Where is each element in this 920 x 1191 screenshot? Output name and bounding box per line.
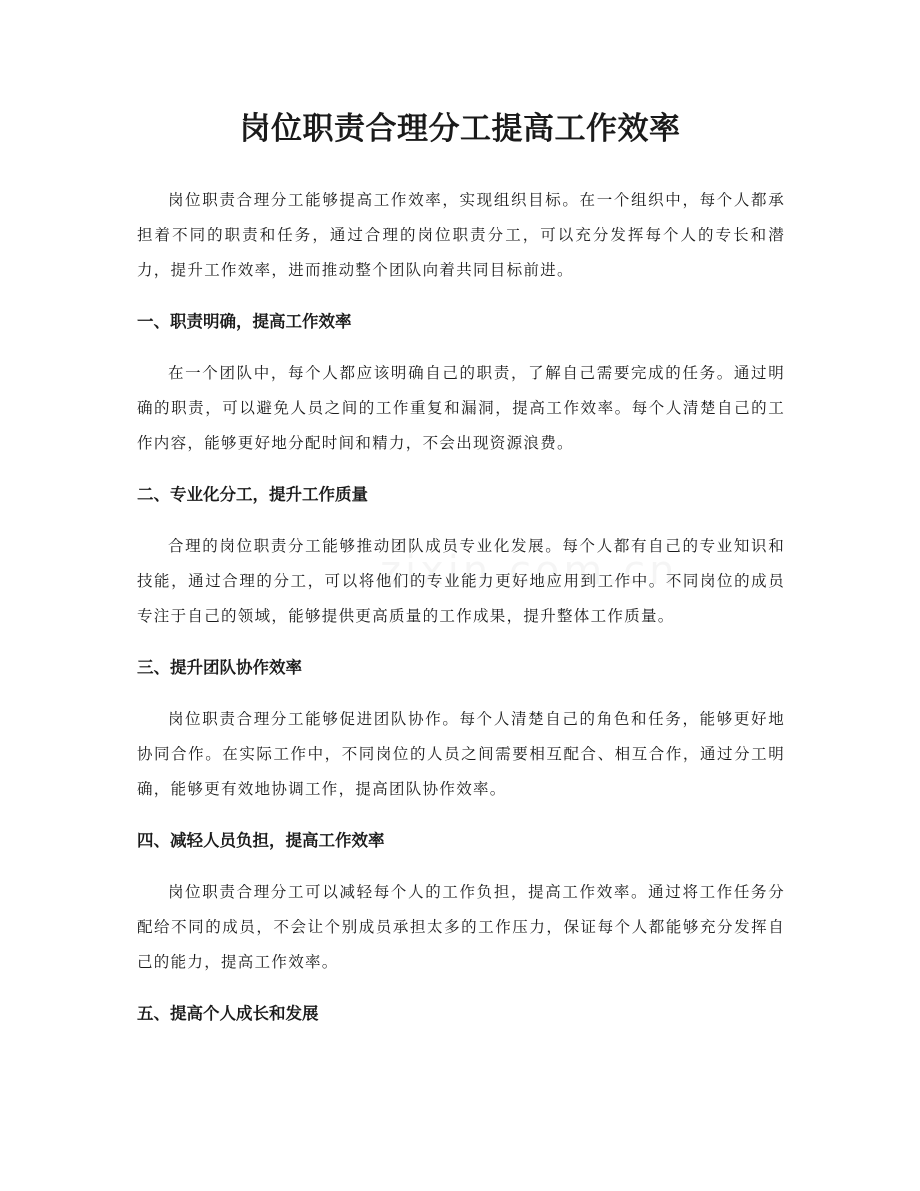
watermark bbox=[380, 548, 678, 594]
section-5-heading: 五、提高个人成长和发展 bbox=[137, 1004, 319, 1023]
document-title: 岗位职责合理分工提高工作效率 bbox=[239, 111, 681, 147]
intro-paragraph: 岗位职责合理分工能够提高工作效率，实现组织目标。在一个组织中，每个人都承担着不同的职责和任务，通过合理的岗位职责分工，可以充分发挥每个人的专长和潜力，提升工作效率，进而推动整个团队向着共同目标前进。 bbox=[137, 191, 785, 279]
section-1-heading: 一、职责明确，提高工作效率 bbox=[137, 312, 352, 331]
section-4-heading: 四、减轻人员负担，提高工作效率 bbox=[137, 831, 385, 850]
section-2-body: 合理的岗位职责分工能够推动团队成员专业化发展。每个人都有自己的专业知识和技能，通过合理的分工，可以将他们的专业能力更好地应用到工作中。不同岗位的成员专注于自己的领域，能够提供更高质量的工作成果，提升整体工作质量。 bbox=[137, 537, 785, 625]
section-2-heading: 二、专业化分工，提升工作质量 bbox=[137, 485, 368, 504]
section-3-body: 岗位职责合理分工能够促进团队协作。每个人清楚自己的角色和任务，能够更好地协同合作。在实际工作中，不同岗位的人员之间需要相互配合、相互合作，通过分工明确，能够更有效地协调工作，提高团队协作效率。 bbox=[137, 710, 785, 798]
section-3-heading: 三、提升团队协作效率 bbox=[137, 658, 302, 677]
section-1-body: 在一个团队中，每个人都应该明确自己的职责，了解自己需要完成的任务。通过明确的职责，可以避免人员之间的工作重复和漏洞，提高工作效率。每个人清楚自己的工作内容，能够更好地分配时间和精力，不会出现资源浪费。 bbox=[137, 364, 785, 452]
section-4-body: 岗位职责合理分工可以减轻每个人的工作负担，提高工作效率。通过将工作任务分配给不同的成员，不会让个别成员承担太多的工作压力，保证每个人都能够充分发挥自己的能力，提高工作效率。 bbox=[137, 883, 785, 971]
